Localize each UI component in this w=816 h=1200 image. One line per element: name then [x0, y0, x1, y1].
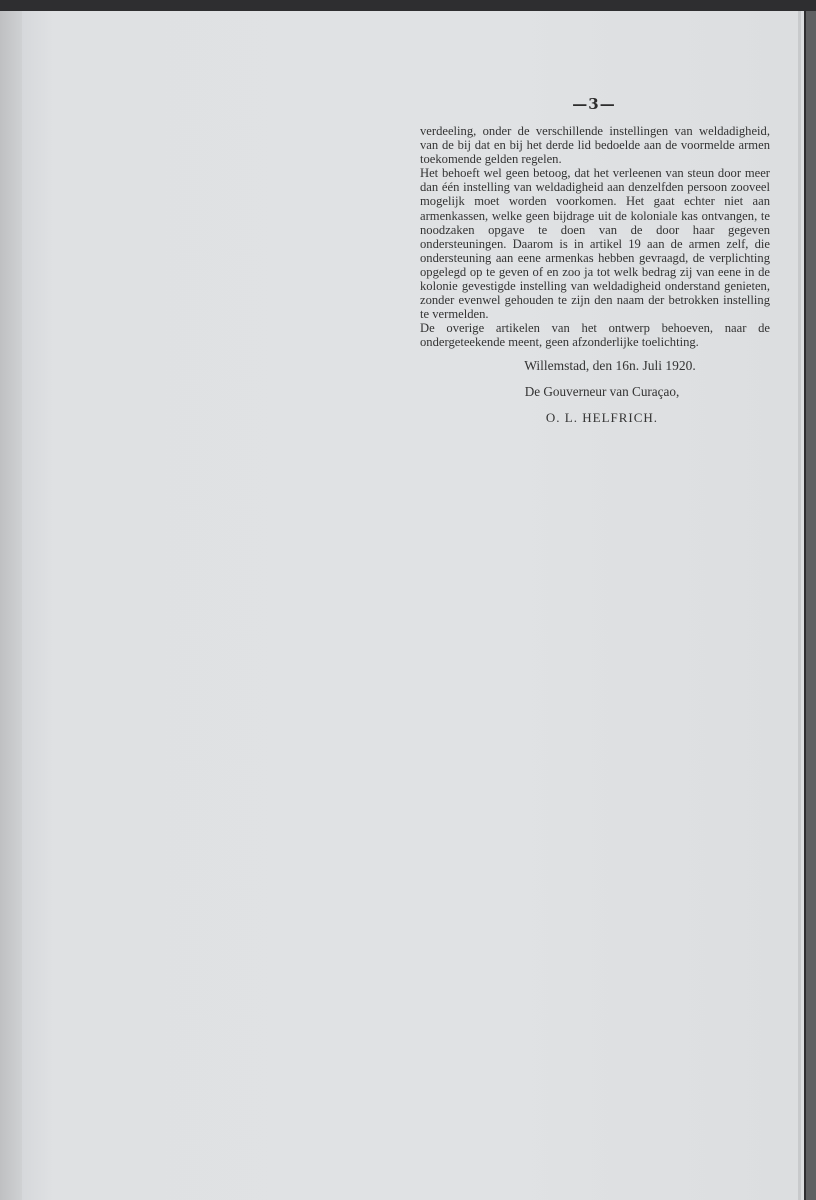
paragraph-1: verdeeling, onder de verschillende instellingen van weldadigheid, van de bij dat en bij het derde lid bedoelde aan de voormelde armen toekomende gelden regelen. — [420, 124, 770, 167]
paragraph-2: Het behoeft wel geen betoog, dat het verleenen van steun door meer dan één instelling van weldadigheid aan denzelfden persoon zooveel mogelijk moet worden voorkomen. Het gaat echter niet aan armenkassen, welke geen bijdrage uit de koloniale kas ontvangen, te noodzaken opgave te doen van de door haar gegeven ondersteuningen. Daarom is in artikel 19 aan de armen zelf, die ondersteuning aan eene armenkas hebben gevraagd, de verplichting opgelegd op te geven of en zoo ja tot welk bedrag zij van eene in de kolonie gevestigde instelling van weldadigheid onderstand genieten, zonder evenwel gehouden te zijn den naam der betrokken instelling te vermelden. — [420, 166, 770, 322]
page-number: —3— — [572, 95, 616, 113]
place-date: Willemstad, den 16n. Juli 1920. — [524, 358, 696, 373]
paragraph-3: De overige artikelen van het ontwerp behoeven, naar de ondergeteekende meent, geen afzonderlijke toelichting. — [420, 321, 770, 350]
page-edge — [798, 11, 801, 1200]
scan-border — [806, 11, 816, 1200]
binding-shadow — [0, 11, 22, 1200]
signatory-title: De Gouverneur van Curaçao, — [524, 384, 680, 399]
signatory-name: O. L. HELFRICH. — [545, 410, 659, 425]
body-text — [420, 124, 770, 350]
